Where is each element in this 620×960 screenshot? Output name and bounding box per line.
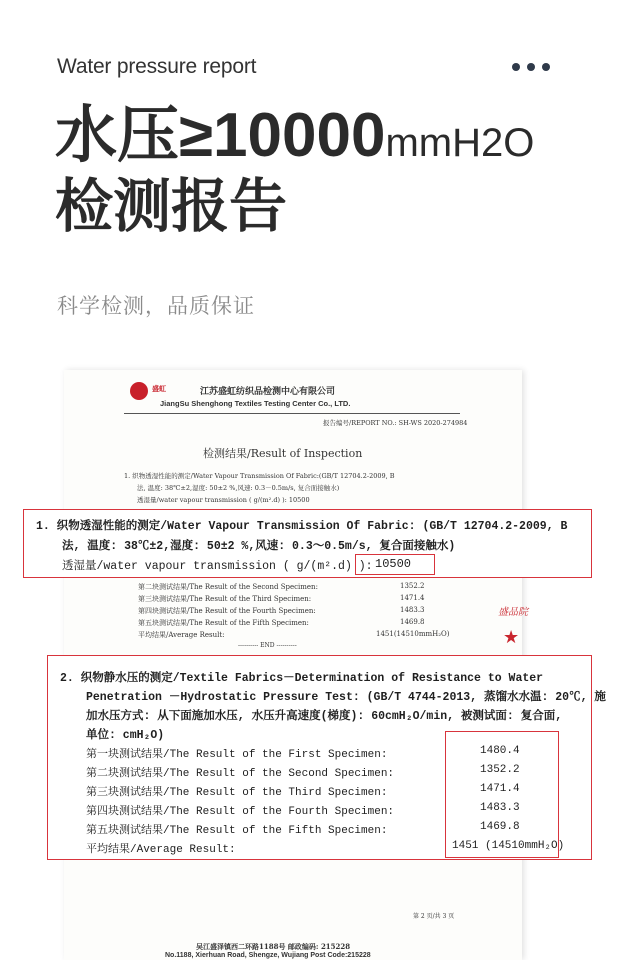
box1-value: 10500 [375, 557, 412, 571]
box2-row1-value: 1480.4 [480, 745, 520, 757]
small-item1-line3: 透湿量/water vapour transmission ( g/(m².d) ): 10500 [137, 496, 310, 504]
box2-row2-label: 第二块测试结果/The Result of the Second Specimen: [86, 768, 395, 780]
more-dots-icon[interactable] [512, 63, 550, 71]
box2-avg-label: 平均结果/Average Result: [86, 844, 236, 856]
small-row-5-label: 第五块测试结果/The Result of the Fifth Specimen: [138, 619, 309, 627]
small-row-avg-value: 1451(14510mmH₂O) [376, 630, 450, 638]
report-number: 报告编号/REPORT NO.: SH-WS 2020-274984 [323, 419, 468, 427]
box2-line1: 2. 织物静水压的测定/Textile Fabrics－Determination of Resistance to Water [60, 672, 544, 685]
box2-row3-label: 第三块测试结果/The Result of the Third Specimen: [86, 787, 388, 799]
box2-avg-value: 1451 (14510mmH₂O) [452, 840, 565, 852]
box2-row5-label: 第五块测试结果/The Result of the Fifth Specimen: [86, 825, 388, 837]
small-row-avg-label: 平均结果/Average Result: [138, 631, 225, 639]
small-row-2-value: 1352.2 [400, 582, 425, 590]
company-name-cn: 江苏盛虹纺织品检测中心有限公司 [200, 387, 336, 397]
box2-line3: 加水压方式: 从下面施加水压, 水压升高速度(梯度): 60cmH₂O/min, 被测试面: 复合面, [86, 710, 563, 723]
box2-row2-value: 1352.2 [480, 764, 520, 776]
stamp-text: 盛品院 [498, 607, 528, 618]
logo-text: 盛虹 [152, 384, 166, 393]
small-row-5-value: 1469.8 [400, 618, 425, 626]
headline-line1: 水压≥10000mmH2O [55, 101, 535, 170]
page-number: 第 2 页/共 3 页 [413, 913, 455, 920]
small-row-4-value: 1483.3 [400, 606, 425, 614]
box1-line1: 1. 织物透湿性能的测定/Water Vapour Transmission Of Fabric: (GB/T 12704.2-2009, B [36, 520, 568, 533]
box1-line2: 法, 温度: 38℃±2,湿度: 50±2 %,风速: 0.3～0.5m/s, 复合面接触水) [62, 540, 456, 553]
small-row-2-label: 第二块测试结果/The Result of the Second Specimen: [138, 583, 318, 591]
box2-row4-label: 第四块测试结果/The Result of the Fourth Specimen: [86, 806, 395, 818]
small-row-3-label: 第三块测试结果/The Result of the Third Specimen: [138, 595, 312, 603]
small-item1-line2: 法, 温度: 38℃±2,湿度: 50±2 %,风速: 0.3－0.5m/s, 复合面接触水) [137, 484, 340, 492]
address-en: No.1188, Xierhuan Road, Shengze, Wujiang Post Code:215228 [165, 952, 371, 959]
box2-row1-label: 第一块测试结果/The Result of the First Specimen: [86, 749, 388, 761]
small-row-4-label: 第四块测试结果/The Result of the Fourth Specimen: [138, 607, 316, 615]
box2-line4: 单位: cmH₂O) [86, 729, 165, 742]
end-mark: ---------- END ---------- [238, 642, 297, 649]
box2-row3-value: 1471.4 [480, 783, 520, 795]
address-cn: 吴江盛泽镇西二环路1188号 邮政编码: 215228 [196, 942, 351, 951]
small-row-3-value: 1471.4 [400, 594, 425, 602]
header-subtitle: Water pressure report [57, 55, 257, 78]
headline-unit: mmH2O [385, 121, 535, 165]
header-divider [124, 413, 460, 414]
company-logo-icon [130, 382, 148, 400]
small-item1-line1: 1. 织物透湿性能的测定/Water Vapour Transmission Of Fabric:(GB/T 12704.2-2009, B [124, 472, 395, 480]
box1-line3-label: 透湿量/water vapour transmission ( g/(m².d) ): [62, 560, 373, 573]
box2-row5-value: 1469.8 [480, 821, 520, 833]
report-title: 检测结果/Result of Inspection [203, 447, 363, 460]
star-stamp-icon: ★ [503, 627, 520, 648]
box2-line2: Penetration －Hydrostatic Pressure Test: (GB/T 4744-2013, 蒸馏水水温: 20℃, 施 [86, 691, 606, 704]
company-name-en: JiangSu Shenghong Textiles Testing Center Co., LTD. [160, 399, 351, 408]
headline-line2: 检测报告 [55, 174, 288, 239]
slogan: 科学检测，品质保证 [57, 295, 255, 318]
box2-row4-value: 1483.3 [480, 802, 520, 814]
